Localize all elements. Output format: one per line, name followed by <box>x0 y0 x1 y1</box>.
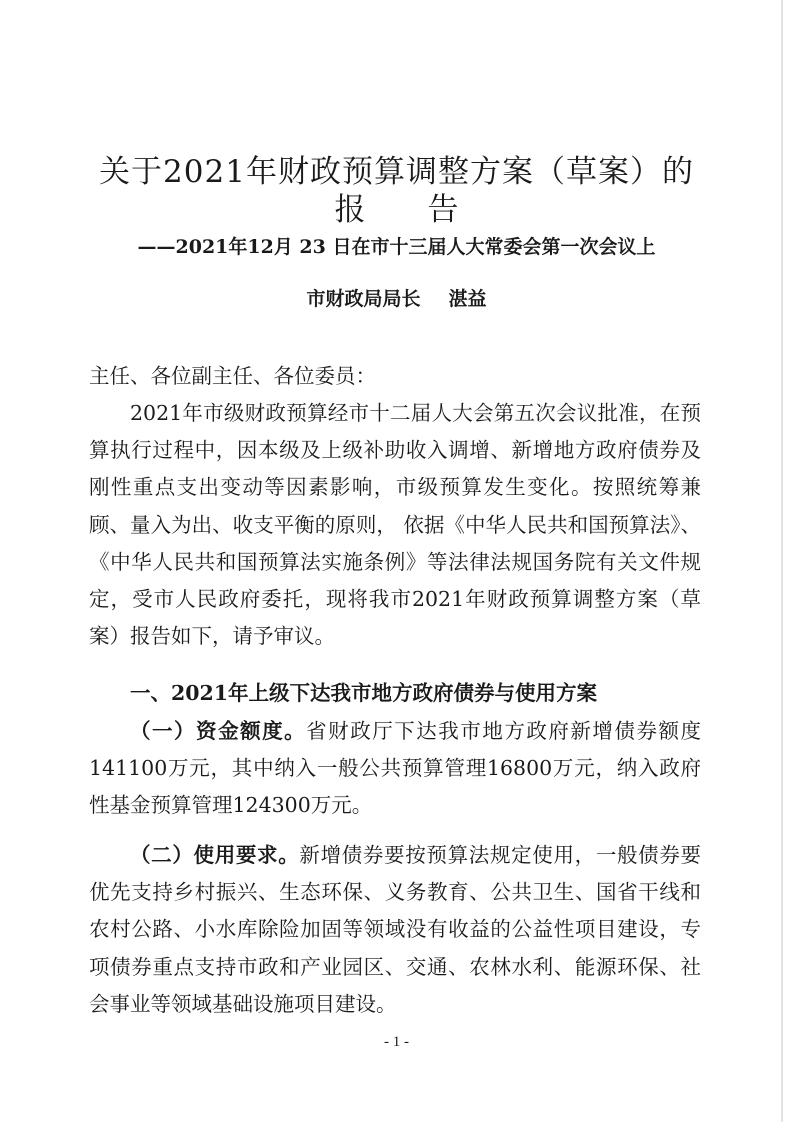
item2-text: 新增债券要按预算法规定使用，一般债券要优先支持乡村振兴、生态环保、义务教育、公共卫生、国省干线和农村公路、小水库除险加固等领域没有收益的公益性项目建设，专项债券重点支持市政和产业园区、交通、农林水利、能源环保、社会事业等领域基础设施项目建设。 <box>89 843 702 1016</box>
speaker-title: 市财政局局长 <box>306 288 421 310</box>
title-char-gao: 告 <box>427 192 459 228</box>
salutation <box>89 358 701 395</box>
section-heading <box>89 675 701 712</box>
item2-section <box>89 837 701 1023</box>
item2-paragraph <box>89 837 701 1023</box>
report-title-line1: 关于2021年财政预算调整方案（草案）的 <box>99 154 694 190</box>
speaker-line <box>0 284 793 311</box>
meeting-subtitle: ——2021年12月 23 日在市十三届人大常委会第一次会议上 <box>137 236 656 258</box>
item1-text: 省财政厅下达我市地方政府新增债券额度141100万元，其中纳入一般公共预算管理16800万元，纳入政府性基金预算管理124300万元。 <box>89 719 702 818</box>
intro-section <box>89 395 701 655</box>
item1-paragraph <box>89 713 701 825</box>
salutation-text: 主任、各位副主任、各位委员： <box>89 364 376 388</box>
title-char-bao: 报 <box>334 192 366 228</box>
section1-heading: 一、2021年上级下达我市地方政府债券与使用方案 <box>130 681 598 705</box>
item1-lead: （一）资金额度。 <box>130 719 307 743</box>
page-number: - 1 - <box>384 1034 409 1050</box>
intro-paragraph: 2021年市级财政预算经市十二届人大会第五次会议批准，在预算执行过程中，因本级及上级补助收入调增、新增地方政府债券及刚性重点支出变动等因素影响，市级预算发生变化。按照统筹兼顾、量入为出、收支平衡的原则， 依据《中华人民共和国预算法》、《中华人民共和国预算法实施条例》等法律法规国务院有关文件规定，受市人民政府委托，现将我市2021年财政预算调整方案（草案）报告如下，请予审议。 <box>89 401 701 649</box>
report-title-line2 <box>0 184 793 229</box>
speaker-name: 湛益 <box>448 288 487 310</box>
item2-lead: （二）使用要求。 <box>130 843 300 867</box>
item1-section <box>89 713 701 825</box>
